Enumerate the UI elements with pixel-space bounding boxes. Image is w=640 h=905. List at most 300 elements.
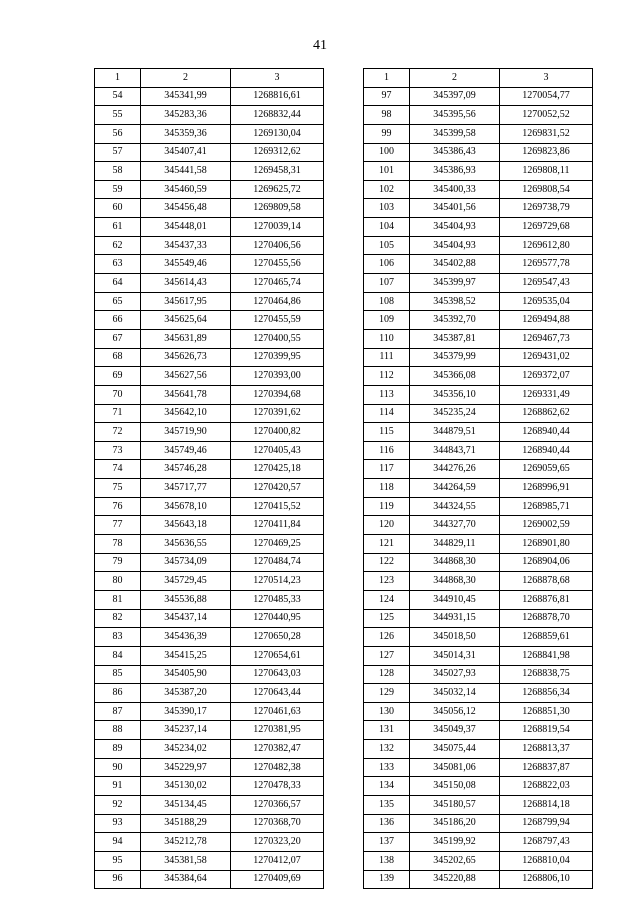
cell-point-number: 70	[95, 385, 141, 404]
cell-point-number: 79	[95, 553, 141, 572]
cell-x-coordinate: 345134,45	[141, 795, 231, 814]
cell-x-coordinate: 345180,57	[410, 795, 500, 814]
cell-y-coordinate: 1268814,18	[500, 795, 593, 814]
cell-y-coordinate: 1268810,04	[500, 851, 593, 870]
cell-x-coordinate: 344264,59	[410, 479, 500, 498]
table-header-row	[364, 69, 593, 88]
table-row	[364, 758, 593, 777]
cell-point-number: 68	[95, 348, 141, 367]
column-header-number: 1	[95, 69, 141, 88]
cell-point-number: 126	[364, 628, 410, 647]
cell-y-coordinate: 1268813,37	[500, 740, 593, 759]
cell-x-coordinate: 345387,81	[410, 329, 500, 348]
cell-y-coordinate: 1269372,07	[500, 367, 593, 386]
cell-point-number: 80	[95, 572, 141, 591]
cell-y-coordinate: 1270323,20	[231, 833, 324, 852]
table-row	[364, 833, 593, 852]
cell-x-coordinate: 345018,50	[410, 628, 500, 647]
table-row	[364, 124, 593, 143]
table-row	[95, 441, 324, 460]
cell-y-coordinate: 1270381,95	[231, 721, 324, 740]
table-row	[95, 833, 324, 852]
cell-x-coordinate: 345188,29	[141, 814, 231, 833]
cell-x-coordinate: 345027,93	[410, 665, 500, 684]
table-row	[364, 609, 593, 628]
table-row	[364, 497, 593, 516]
table-row	[95, 572, 324, 591]
cell-x-coordinate: 345436,39	[141, 628, 231, 647]
cell-x-coordinate: 345549,46	[141, 255, 231, 274]
cell-y-coordinate: 1268837,87	[500, 758, 593, 777]
cell-x-coordinate: 345220,88	[410, 870, 500, 889]
cell-x-coordinate: 345437,33	[141, 236, 231, 255]
cell-x-coordinate: 345719,90	[141, 423, 231, 442]
cell-y-coordinate: 1268862,62	[500, 404, 593, 423]
cell-x-coordinate: 344868,30	[410, 553, 500, 572]
table-row	[95, 721, 324, 740]
cell-point-number: 87	[95, 702, 141, 721]
cell-point-number: 99	[364, 124, 410, 143]
cell-y-coordinate: 1268985,71	[500, 497, 593, 516]
cell-y-coordinate: 1270650,28	[231, 628, 324, 647]
cell-point-number: 78	[95, 535, 141, 554]
cell-x-coordinate: 345627,56	[141, 367, 231, 386]
cell-point-number: 63	[95, 255, 141, 274]
column-header-y: 3	[500, 69, 593, 88]
cell-y-coordinate: 1269577,78	[500, 255, 593, 274]
table-row	[364, 795, 593, 814]
cell-y-coordinate: 1268901,80	[500, 535, 593, 554]
cell-point-number: 118	[364, 479, 410, 498]
table-row	[364, 311, 593, 330]
cell-y-coordinate: 1268832,44	[231, 106, 324, 125]
table-row	[364, 460, 593, 479]
cell-x-coordinate: 345212,78	[141, 833, 231, 852]
cell-x-coordinate: 345399,58	[410, 124, 500, 143]
cell-y-coordinate: 1270405,43	[231, 441, 324, 460]
cell-point-number: 90	[95, 758, 141, 777]
cell-point-number: 85	[95, 665, 141, 684]
table-row	[95, 255, 324, 274]
cell-x-coordinate: 345399,97	[410, 274, 500, 293]
cell-point-number: 110	[364, 329, 410, 348]
cell-y-coordinate: 1270382,47	[231, 740, 324, 759]
table-row	[364, 106, 593, 125]
cell-x-coordinate: 345234,02	[141, 740, 231, 759]
cell-x-coordinate: 345678,10	[141, 497, 231, 516]
cell-y-coordinate: 1270411,84	[231, 516, 324, 535]
cell-x-coordinate: 345642,10	[141, 404, 231, 423]
table-header-row	[95, 69, 324, 88]
table-row	[364, 292, 593, 311]
cell-x-coordinate: 345392,70	[410, 311, 500, 330]
cell-point-number: 136	[364, 814, 410, 833]
table-row	[364, 535, 593, 554]
table-row	[95, 870, 324, 889]
table-row	[364, 199, 593, 218]
cell-x-coordinate: 344327,70	[410, 516, 500, 535]
cell-y-coordinate: 1269808,11	[500, 162, 593, 181]
cell-x-coordinate: 344910,45	[410, 590, 500, 609]
table-row	[364, 665, 593, 684]
cell-point-number: 76	[95, 497, 141, 516]
table-row	[364, 646, 593, 665]
cell-x-coordinate: 345625,64	[141, 311, 231, 330]
cell-point-number: 84	[95, 646, 141, 665]
cell-point-number: 105	[364, 236, 410, 255]
cell-x-coordinate: 344868,30	[410, 572, 500, 591]
cell-x-coordinate: 345186,20	[410, 814, 500, 833]
table-row	[95, 628, 324, 647]
cell-y-coordinate: 1268856,34	[500, 684, 593, 703]
cell-x-coordinate: 345056,12	[410, 702, 500, 721]
cell-point-number: 71	[95, 404, 141, 423]
cell-y-coordinate: 1269059,65	[500, 460, 593, 479]
table-row	[95, 385, 324, 404]
cell-y-coordinate: 1270406,56	[231, 236, 324, 255]
table-row	[95, 590, 324, 609]
table-row	[364, 479, 593, 498]
cell-x-coordinate: 345381,58	[141, 851, 231, 870]
cell-y-coordinate: 1270485,33	[231, 590, 324, 609]
cell-y-coordinate: 1269312,62	[231, 143, 324, 162]
column-header-number: 1	[364, 69, 410, 88]
cell-y-coordinate: 1270366,57	[231, 795, 324, 814]
cell-x-coordinate: 345404,93	[410, 218, 500, 237]
cell-y-coordinate: 1270039,14	[231, 218, 324, 237]
cell-point-number: 86	[95, 684, 141, 703]
cell-x-coordinate: 345460,59	[141, 180, 231, 199]
table-row	[95, 479, 324, 498]
table-row	[95, 124, 324, 143]
cell-point-number: 73	[95, 441, 141, 460]
cell-point-number: 100	[364, 143, 410, 162]
cell-x-coordinate: 345341,99	[141, 87, 231, 106]
table-row	[364, 255, 593, 274]
table-row	[95, 236, 324, 255]
cell-y-coordinate: 1268819,54	[500, 721, 593, 740]
table-row	[95, 777, 324, 796]
cell-point-number: 122	[364, 553, 410, 572]
cell-x-coordinate: 345749,46	[141, 441, 231, 460]
cell-point-number: 89	[95, 740, 141, 759]
table-row	[95, 292, 324, 311]
cell-y-coordinate: 1269458,31	[231, 162, 324, 181]
cell-x-coordinate: 345237,14	[141, 721, 231, 740]
table-row	[364, 385, 593, 404]
cell-y-coordinate: 1268851,30	[500, 702, 593, 721]
table-row	[364, 274, 593, 293]
table-body-right	[364, 87, 593, 889]
cell-y-coordinate: 1268816,61	[231, 87, 324, 106]
cell-point-number: 54	[95, 87, 141, 106]
cell-x-coordinate: 345641,78	[141, 385, 231, 404]
cell-x-coordinate: 344931,15	[410, 609, 500, 628]
cell-x-coordinate: 344324,55	[410, 497, 500, 516]
cell-point-number: 132	[364, 740, 410, 759]
cell-point-number: 88	[95, 721, 141, 740]
cell-point-number: 130	[364, 702, 410, 721]
table-row	[95, 535, 324, 554]
cell-y-coordinate: 1268878,70	[500, 609, 593, 628]
cell-point-number: 115	[364, 423, 410, 442]
table-row	[95, 851, 324, 870]
table-row	[364, 143, 593, 162]
cell-point-number: 58	[95, 162, 141, 181]
cell-x-coordinate: 345081,06	[410, 758, 500, 777]
table-row	[364, 777, 593, 796]
cell-point-number: 57	[95, 143, 141, 162]
cell-point-number: 128	[364, 665, 410, 684]
cell-point-number: 124	[364, 590, 410, 609]
table-row	[95, 814, 324, 833]
cell-point-number: 77	[95, 516, 141, 535]
cell-point-number: 91	[95, 777, 141, 796]
cell-x-coordinate: 345014,31	[410, 646, 500, 665]
cell-point-number: 137	[364, 833, 410, 852]
table-body-left	[95, 87, 324, 889]
cell-point-number: 75	[95, 479, 141, 498]
cell-x-coordinate: 345636,55	[141, 535, 231, 554]
cell-y-coordinate: 1270440,95	[231, 609, 324, 628]
cell-x-coordinate: 345379,99	[410, 348, 500, 367]
cell-y-coordinate: 1269831,52	[500, 124, 593, 143]
table-row	[95, 87, 324, 106]
cell-point-number: 98	[364, 106, 410, 125]
cell-x-coordinate: 345386,43	[410, 143, 500, 162]
cell-point-number: 55	[95, 106, 141, 125]
cell-x-coordinate: 345401,56	[410, 199, 500, 218]
table-row	[95, 516, 324, 535]
table-row	[95, 553, 324, 572]
cell-y-coordinate: 1268859,61	[500, 628, 593, 647]
cell-x-coordinate: 345390,17	[141, 702, 231, 721]
cell-point-number: 135	[364, 795, 410, 814]
table-row	[95, 199, 324, 218]
cell-x-coordinate: 345130,02	[141, 777, 231, 796]
table-row	[95, 180, 324, 199]
cell-x-coordinate: 345075,44	[410, 740, 500, 759]
cell-y-coordinate: 1270368,70	[231, 814, 324, 833]
cell-point-number: 119	[364, 497, 410, 516]
cell-point-number: 65	[95, 292, 141, 311]
cell-y-coordinate: 1270412,07	[231, 851, 324, 870]
cell-y-coordinate: 1269823,86	[500, 143, 593, 162]
table-row	[364, 721, 593, 740]
cell-y-coordinate: 1269002,59	[500, 516, 593, 535]
cell-point-number: 59	[95, 180, 141, 199]
cell-x-coordinate: 345199,92	[410, 833, 500, 852]
cell-point-number: 69	[95, 367, 141, 386]
cell-point-number: 72	[95, 423, 141, 442]
cell-point-number: 127	[364, 646, 410, 665]
table-row	[364, 367, 593, 386]
cell-x-coordinate: 345387,20	[141, 684, 231, 703]
table-row	[364, 236, 593, 255]
table-row	[364, 87, 593, 106]
cell-x-coordinate: 345397,09	[410, 87, 500, 106]
cell-y-coordinate: 1269431,02	[500, 348, 593, 367]
cell-point-number: 114	[364, 404, 410, 423]
cell-point-number: 138	[364, 851, 410, 870]
cell-y-coordinate: 1269738,79	[500, 199, 593, 218]
cell-point-number: 82	[95, 609, 141, 628]
cell-point-number: 66	[95, 311, 141, 330]
cell-x-coordinate: 345032,14	[410, 684, 500, 703]
cell-point-number: 101	[364, 162, 410, 181]
cell-point-number: 121	[364, 535, 410, 554]
table-row	[95, 329, 324, 348]
cell-point-number: 120	[364, 516, 410, 535]
table-row	[95, 404, 324, 423]
cell-point-number: 74	[95, 460, 141, 479]
cell-y-coordinate: 1270400,55	[231, 329, 324, 348]
cell-point-number: 109	[364, 311, 410, 330]
table-row	[364, 572, 593, 591]
cell-point-number: 134	[364, 777, 410, 796]
table-row	[95, 162, 324, 181]
cell-x-coordinate: 345359,36	[141, 124, 231, 143]
cell-x-coordinate: 345400,33	[410, 180, 500, 199]
cell-point-number: 129	[364, 684, 410, 703]
cell-y-coordinate: 1269547,43	[500, 274, 593, 293]
cell-point-number: 117	[364, 460, 410, 479]
cell-y-coordinate: 1270400,82	[231, 423, 324, 442]
table-row	[364, 628, 593, 647]
cell-x-coordinate: 345202,65	[410, 851, 500, 870]
cell-y-coordinate: 1270394,68	[231, 385, 324, 404]
table-row	[364, 348, 593, 367]
cell-point-number: 111	[364, 348, 410, 367]
cell-y-coordinate: 1270464,86	[231, 292, 324, 311]
table-row	[364, 404, 593, 423]
table-row	[95, 348, 324, 367]
cell-point-number: 95	[95, 851, 141, 870]
table-row	[95, 665, 324, 684]
cell-point-number: 107	[364, 274, 410, 293]
table-row	[364, 553, 593, 572]
cell-x-coordinate: 345404,93	[410, 236, 500, 255]
cell-y-coordinate: 1270643,44	[231, 684, 324, 703]
cell-point-number: 108	[364, 292, 410, 311]
cell-point-number: 61	[95, 218, 141, 237]
column-header-x: 2	[410, 69, 500, 88]
cell-y-coordinate: 1270478,33	[231, 777, 324, 796]
cell-point-number: 94	[95, 833, 141, 852]
cell-y-coordinate: 1270420,57	[231, 479, 324, 498]
cell-y-coordinate: 1270409,69	[231, 870, 324, 889]
cell-x-coordinate: 345395,56	[410, 106, 500, 125]
cell-x-coordinate: 345626,73	[141, 348, 231, 367]
table-row	[95, 702, 324, 721]
cell-point-number: 56	[95, 124, 141, 143]
cell-point-number: 67	[95, 329, 141, 348]
cell-point-number: 106	[364, 255, 410, 274]
cell-x-coordinate: 345229,97	[141, 758, 231, 777]
cell-x-coordinate: 345437,14	[141, 609, 231, 628]
cell-y-coordinate: 1268806,10	[500, 870, 593, 889]
cell-x-coordinate: 344879,51	[410, 423, 500, 442]
column-header-y: 3	[231, 69, 324, 88]
cell-y-coordinate: 1268841,98	[500, 646, 593, 665]
cell-point-number: 103	[364, 199, 410, 218]
cell-x-coordinate: 345405,90	[141, 665, 231, 684]
cell-y-coordinate: 1270455,56	[231, 255, 324, 274]
cell-point-number: 139	[364, 870, 410, 889]
cell-point-number: 62	[95, 236, 141, 255]
cell-x-coordinate: 345407,41	[141, 143, 231, 162]
cell-x-coordinate: 345356,10	[410, 385, 500, 404]
table-row	[364, 851, 593, 870]
table-row	[95, 609, 324, 628]
cell-x-coordinate: 345402,88	[410, 255, 500, 274]
cell-y-coordinate: 1269612,80	[500, 236, 593, 255]
cell-y-coordinate: 1269130,04	[231, 124, 324, 143]
cell-y-coordinate: 1268940,44	[500, 423, 593, 442]
table-row	[364, 740, 593, 759]
cell-x-coordinate: 344276,26	[410, 460, 500, 479]
table-row	[95, 274, 324, 293]
table-row	[364, 516, 593, 535]
cell-x-coordinate: 345456,48	[141, 199, 231, 218]
table-row	[364, 441, 593, 460]
cell-x-coordinate: 344843,71	[410, 441, 500, 460]
table-row	[364, 590, 593, 609]
cell-y-coordinate: 1268904,06	[500, 553, 593, 572]
cell-x-coordinate: 345398,52	[410, 292, 500, 311]
cell-y-coordinate: 1270484,74	[231, 553, 324, 572]
cell-x-coordinate: 345235,24	[410, 404, 500, 423]
table-row	[95, 367, 324, 386]
cell-y-coordinate: 1268838,75	[500, 665, 593, 684]
cell-x-coordinate: 345631,89	[141, 329, 231, 348]
page-number: 41	[313, 38, 327, 53]
cell-y-coordinate: 1269535,04	[500, 292, 593, 311]
cell-point-number: 64	[95, 274, 141, 293]
table-row	[95, 106, 324, 125]
table-row	[364, 684, 593, 703]
cell-x-coordinate: 345049,37	[410, 721, 500, 740]
cell-y-coordinate: 1269494,88	[500, 311, 593, 330]
cell-point-number: 93	[95, 814, 141, 833]
cell-y-coordinate: 1268799,94	[500, 814, 593, 833]
cell-x-coordinate: 345746,28	[141, 460, 231, 479]
cell-point-number: 116	[364, 441, 410, 460]
cell-y-coordinate: 1270399,95	[231, 348, 324, 367]
table-row	[364, 870, 593, 889]
cell-x-coordinate: 345384,64	[141, 870, 231, 889]
cell-point-number: 131	[364, 721, 410, 740]
cell-point-number: 81	[95, 590, 141, 609]
cell-x-coordinate: 345614,43	[141, 274, 231, 293]
cell-y-coordinate: 1269625,72	[231, 180, 324, 199]
cell-point-number: 96	[95, 870, 141, 889]
table-row	[364, 218, 593, 237]
cell-point-number: 97	[364, 87, 410, 106]
table-row	[95, 143, 324, 162]
column-header-x: 2	[141, 69, 231, 88]
cell-y-coordinate: 1270514,23	[231, 572, 324, 591]
cell-point-number: 60	[95, 199, 141, 218]
cell-x-coordinate: 345643,18	[141, 516, 231, 535]
cell-y-coordinate: 1270455,59	[231, 311, 324, 330]
cell-y-coordinate: 1269467,73	[500, 329, 593, 348]
table-row	[95, 423, 324, 442]
cell-y-coordinate: 1268940,44	[500, 441, 593, 460]
cell-x-coordinate: 345536,88	[141, 590, 231, 609]
cell-y-coordinate: 1269809,58	[231, 199, 324, 218]
cell-point-number: 123	[364, 572, 410, 591]
